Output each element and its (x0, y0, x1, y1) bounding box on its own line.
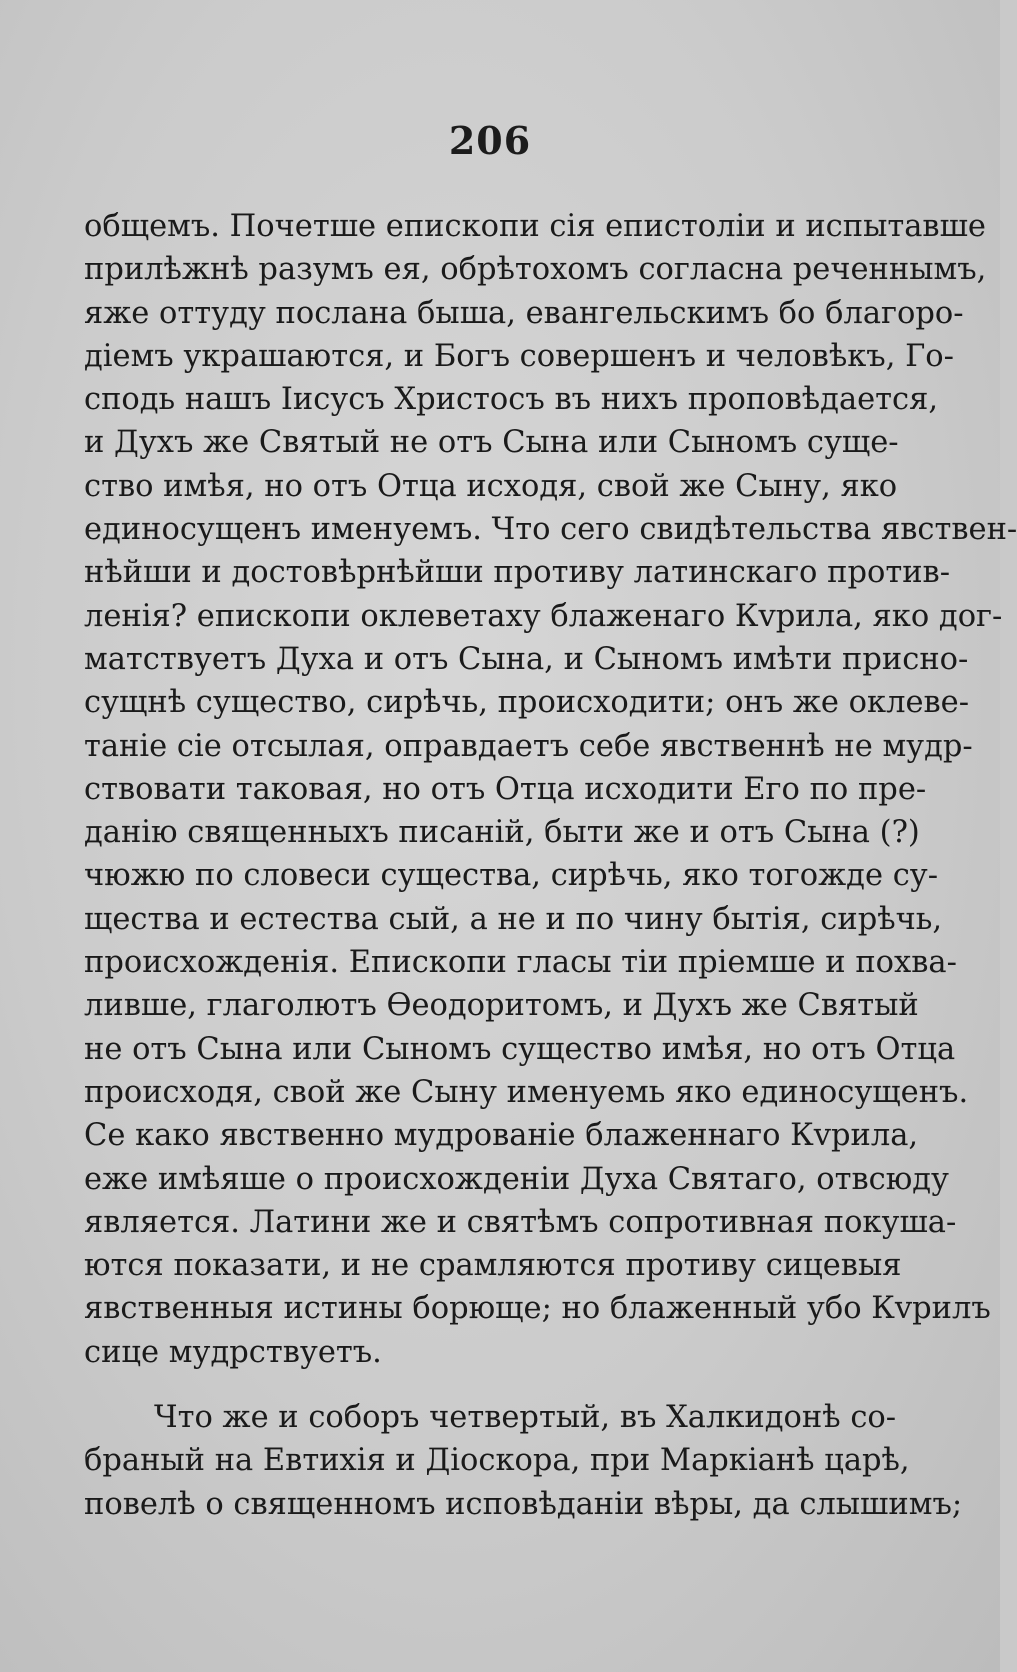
page-number: 206 (448, 118, 532, 163)
text-line: ствовати таковая, но отъ Отца исходити Его по пре- (84, 771, 927, 807)
text-line: происходя, свой же Сыну именуемь яко единосущенъ. (84, 1074, 969, 1110)
text-line: чюжю по словеси существа, сирѣчь, яко тогожде су- (84, 858, 939, 894)
text-line: сице мудрствуетъ. (84, 1334, 382, 1370)
text-line: общемъ. Почетше епископи сія епистоліи и испытавше (84, 209, 986, 244)
text-line: ленія? епископи оклеветаху блаженаго Кvрила, яко дог- (84, 598, 1003, 634)
text-line: Се како явственно мудрованіе блаженнаго Кvрила, (84, 1118, 919, 1154)
text-line: единосущенъ именуемъ. Что сего свидѣтельства явствен- (84, 512, 1017, 548)
text-line: повелѣ о священномъ исповѣданіи вѣры, да слышимъ; (84, 1486, 963, 1522)
text-line: еже имѣяше о происхожденіи Духа Святаго, отвсюду (84, 1161, 950, 1197)
paragraph-gap (84, 1374, 894, 1396)
text-line: и Духъ же Святый не отъ Сына или Сыномъ суще- (84, 425, 899, 461)
text-line: таніе сіе отсылая, оправдаетъ себе явственнѣ не мудр- (84, 728, 973, 764)
text-line: ство имѣя, но отъ Отца исходя, свой же Сыну, яко (84, 468, 898, 504)
text-line: лившe, глаголютъ Ѳеодоритомъ, и Духъ же Святый (84, 988, 919, 1024)
text-line: ются показати, и не срамляются противу сицевыя (84, 1248, 902, 1284)
text-line: Что же и соборъ четвертый, въ Халкидонѣ со- (154, 1400, 897, 1436)
text-line: происхожденія. Епископи гласы тіи пріемше и похва- (84, 945, 957, 981)
text-line: данію священныхъ писаній, быти же и отъ Сына (?) (84, 815, 920, 851)
text-line: діемъ украшаются, и Богъ совершенъ и человѣкъ, Го- (84, 338, 954, 374)
text-line: щества и естества сый, а не и по чину бытія, сирѣчь, (84, 901, 943, 937)
text-line: является. Латини же и святѣмъ сопротивная покуша- (84, 1204, 957, 1240)
text-line: сущнѣ существо, сирѣчь, происходити; онъ же оклеве- (84, 685, 970, 721)
text-line: сподь нашъ Іисусъ Христосъ въ нихъ проповѣдается, (84, 382, 939, 418)
text-line: не отъ Сына или Сыномъ существо имѣя, но отъ Отца (84, 1031, 956, 1067)
body-text (84, 205, 1017, 1526)
text-line: матствуетъ Духа и отъ Сына, и Сыномъ имѣти присно- (84, 641, 969, 677)
text-line: браный на Евтихія и Діоскора, при Маркіанѣ царѣ, (84, 1443, 910, 1479)
text-line: нѣйши и достовѣрнѣйши противу латинскаго против- (84, 555, 951, 591)
text-line: явственныя истины борюще; но блаженный убо Кvрилъ (84, 1291, 991, 1327)
text-line: прилѣжнѣ разумъ ея, обрѣтохомъ согласна реченнымъ, (84, 252, 987, 288)
text-line: яже оттуду послана быша, евангельскимъ бо благоро- (84, 295, 964, 331)
